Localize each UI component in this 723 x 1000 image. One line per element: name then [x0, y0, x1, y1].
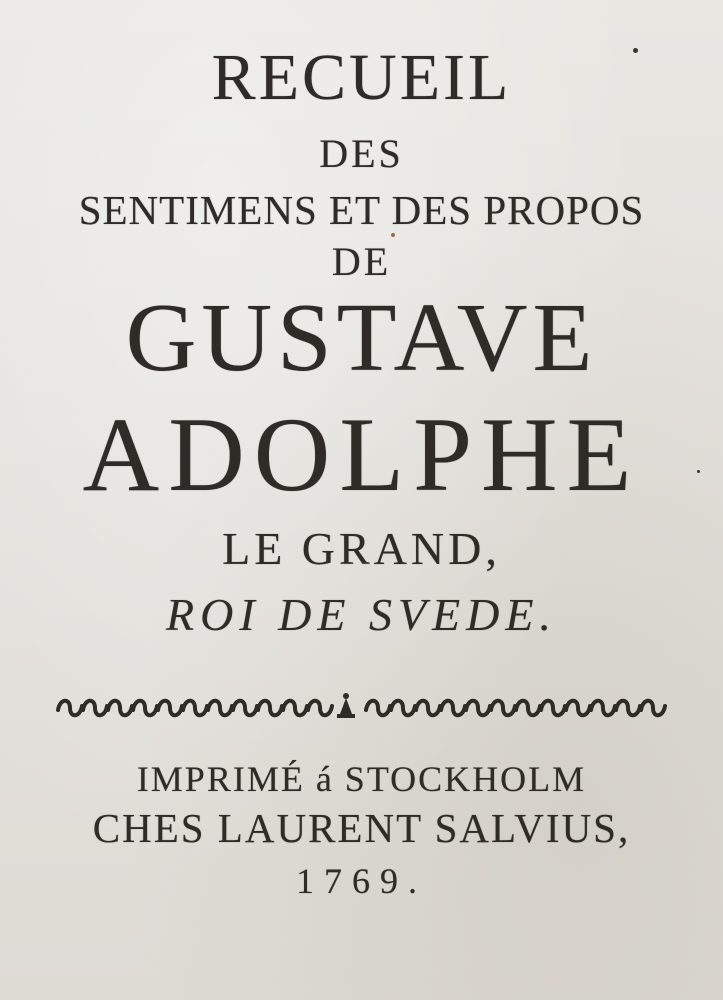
ornament-scroll — [133, 701, 157, 716]
paper-speck — [391, 233, 395, 237]
ornament-scroll — [208, 701, 232, 716]
ornament-scroll — [616, 701, 640, 716]
ornament-scroll — [541, 701, 565, 716]
ornament-scroll — [641, 701, 665, 716]
ornament-scroll — [566, 701, 590, 716]
ornament-scroll — [283, 701, 307, 716]
ornament-scroll — [391, 701, 415, 716]
imprint-printer: CHES LAURENT SALVIUS, — [92, 805, 631, 851]
title-de: DE — [331, 239, 392, 284]
ornament-scroll — [491, 701, 515, 716]
epithet-le-grand: LE GRAND, — [222, 523, 501, 574]
ornament-scroll — [516, 701, 540, 716]
paper-speck — [697, 470, 700, 473]
ornament-scroll — [308, 701, 332, 716]
title-des: DES — [319, 131, 404, 176]
role-roi-de-svede: ROI DE SVEDE. — [166, 589, 557, 640]
ornament-right-row — [366, 701, 665, 716]
ornament-scroll — [108, 701, 132, 716]
ornament-left-row — [58, 701, 332, 716]
name-gustave: GUSTAVE — [125, 284, 598, 392]
imprint-place: IMPRIMÉ á STOCKHOLM — [136, 759, 587, 799]
ornament-scroll — [183, 701, 207, 716]
ornament-scroll — [158, 701, 182, 716]
title-sentimens: SENTIMENS ET DES PROPOS — [78, 187, 645, 233]
typographic-border-ornament — [50, 688, 673, 728]
ornament-scroll — [416, 701, 440, 716]
ornament-scroll — [591, 701, 615, 716]
imprint-year: 1769. — [296, 861, 427, 901]
ornament-scroll — [233, 701, 257, 716]
ornament-scroll — [466, 701, 490, 716]
ornament-scroll — [83, 701, 107, 716]
name-adolphe: ADOLPHE — [82, 396, 641, 513]
paper-speck — [633, 48, 638, 53]
title-recueil: RECUEIL — [211, 41, 512, 114]
ornament-scroll — [366, 701, 390, 716]
ornament-center-fleuron — [337, 693, 355, 718]
ornament-scroll — [58, 701, 82, 716]
ornament-scroll — [441, 701, 465, 716]
ornament-scroll — [258, 701, 282, 716]
